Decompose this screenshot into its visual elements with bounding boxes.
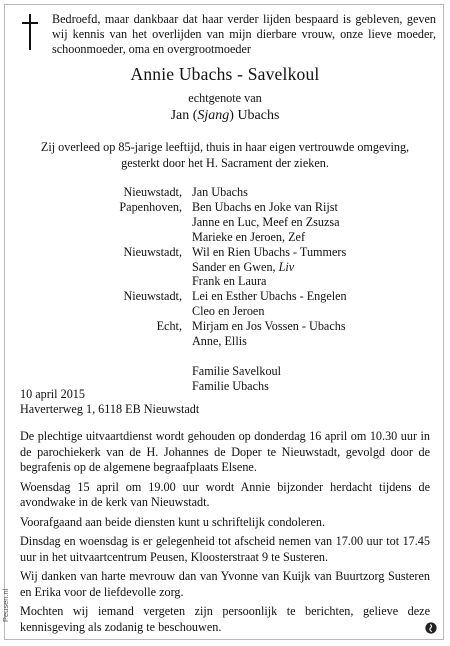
- deceased-name: Annie Ubachs - Savelkoul: [130, 64, 320, 84]
- family-row: [0, 245, 450, 260]
- family-row: [0, 319, 450, 334]
- family-row: [0, 304, 450, 319]
- family-names: Jan Ubachs: [192, 185, 248, 199]
- family-names: Ben Ubachs en Joke van Rijst: [192, 199, 338, 214]
- service-info: [20, 429, 430, 639]
- family-row: [0, 334, 450, 349]
- service-paragraph: Voorafgaand aan beide diensten kunt u schriftelijk condoleren.: [20, 514, 326, 529]
- watermark: Peusen.nl: [1, 588, 10, 622]
- family-row: [0, 274, 450, 289]
- service-paragraph: De plechtige uitvaartdienst wordt gehouden op donderdag 16 april om 10.30 uur in de parochiekerk van de H. Johannes de Doper te Nieuwstadt, gevolgd door de begrafenis op de algemene begraafplaats Elsene.: [20, 429, 430, 474]
- family-names: Familie Savelkoul: [192, 363, 282, 378]
- family-row: [0, 200, 450, 215]
- family-place: [0, 230, 192, 245]
- family-row: [0, 185, 450, 200]
- spouse-label: echtgenote van: [188, 91, 262, 105]
- family-names: [192, 349, 450, 364]
- family-row: [0, 260, 450, 275]
- family-names: Sander en Gwen, Liv: [192, 259, 295, 274]
- passed-away-text: Zij overleed op 85-jarige leeftijd, thuis in haar eigen vertrouwde omgeving, gesterkt door het H. Sacrament der zieken.: [40, 140, 410, 170]
- family-place: [0, 260, 192, 275]
- family-row: [0, 230, 450, 245]
- family-row: [0, 289, 450, 304]
- family-names: Lei en Esther Ubachs - Engelen: [192, 289, 347, 304]
- date-address: [20, 387, 199, 417]
- family-place: [0, 215, 192, 230]
- family-names: Anne, Ellis: [192, 334, 247, 349]
- family-place: [0, 349, 192, 364]
- cross-icon: [20, 14, 40, 50]
- home-address: Haverterweg 1, 6118 EB Nieuwstadt: [20, 402, 200, 417]
- service-paragraph: Dinsdag en woensdag is er gelegenheid tot afscheid nemen van 17.00 uur tot 17.45 uur in het uitvaartcentrum Peusen, Kloosterstraat 9 te Susteren.: [20, 534, 430, 564]
- family-place: Nieuwstadt,: [123, 185, 182, 199]
- family-names: Mirjam en Jos Vossen - Ubachs: [192, 319, 346, 334]
- family-place: [0, 304, 192, 319]
- family-place: Nieuwstadt,: [123, 244, 182, 259]
- family-place: [0, 334, 192, 349]
- family-place: [0, 364, 192, 379]
- family-place: Echt,: [156, 319, 182, 334]
- service-paragraph: Wij danken van harte mevrouw dan van Yvonne van Kuijk van Buurtzorg Susteren en Erika voor de liefdevolle zorg.: [20, 569, 430, 599]
- family-names: Cleo en Jeroen: [192, 304, 265, 319]
- family-list: [0, 185, 450, 394]
- family-place: Papenhoven,: [119, 199, 182, 214]
- family-row: [0, 364, 450, 379]
- spouse-name: Jan (Sjang) Ubachs: [170, 108, 280, 123]
- family-names: Janne en Luc, Meef en Zsuzsa: [192, 214, 340, 229]
- notice-date: 10 april 2015: [20, 387, 85, 401]
- family-names: Familie Ubachs: [192, 378, 269, 393]
- family-place: [0, 274, 192, 289]
- intro-text: Bedroefd, maar dankbaar dat haar verder lijden bespaard is gebleven, geven wij kennis van het overlijden van mijn dierbare vrouw, onze lieve moeder, schoonmoeder, oma en overgrootmoeder: [52, 12, 436, 57]
- family-names: Wil en Rien Ubachs - Tummers: [192, 244, 347, 259]
- family-names: Marieke en Jeroen, Zef: [192, 229, 306, 244]
- funeral-logo-icon: [425, 622, 437, 634]
- family-row: [0, 215, 450, 230]
- family-row: [0, 349, 450, 364]
- service-paragraph: Woensdag 15 april om 19.00 uur wordt Annie bijzonder herdacht tijdens de avondwake in de kerk van Nieuwstadt.: [20, 479, 430, 509]
- service-paragraph: Mochten wij iemand vergeten zijn persoonlijk te berichten, gelieve deze kennisgeving als zodanig te beschouwen.: [20, 604, 430, 634]
- family-names: Frank en Laura: [192, 274, 267, 289]
- family-place: Nieuwstadt,: [123, 289, 182, 304]
